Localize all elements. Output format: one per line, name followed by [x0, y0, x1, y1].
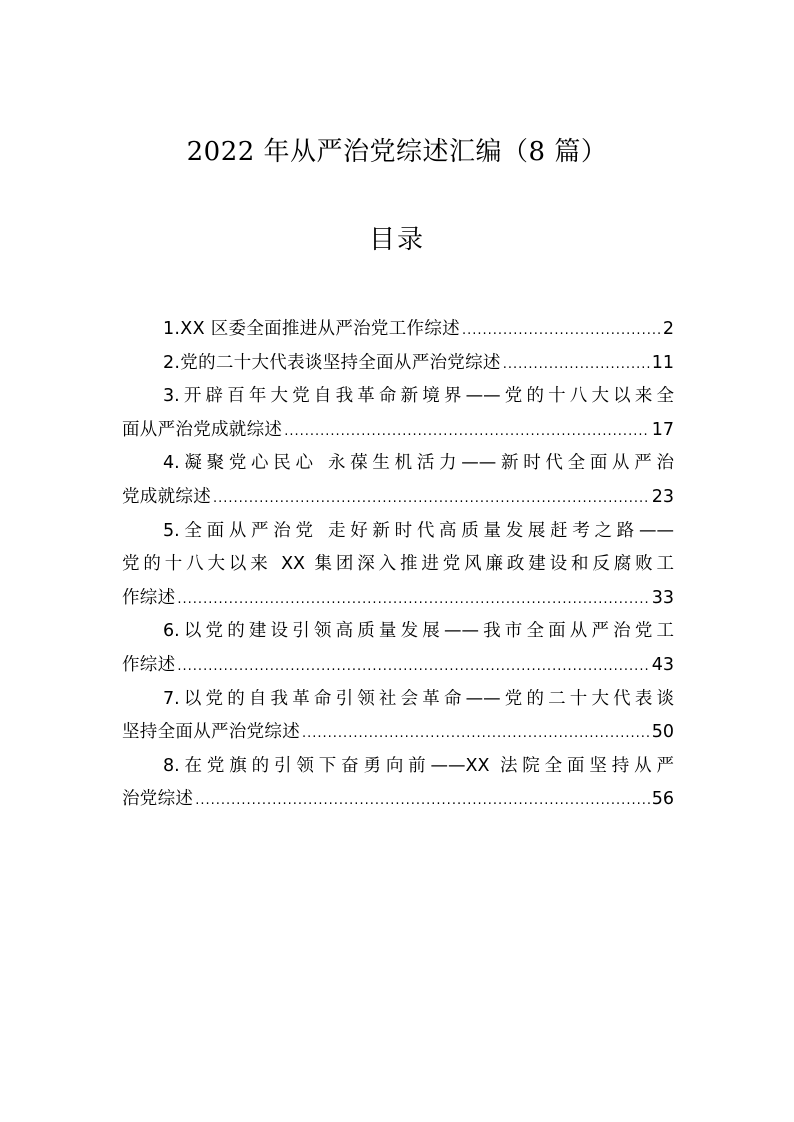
dot-leader: [284, 415, 650, 449]
toc-entry-title-continued: 党成就综述: [122, 486, 211, 507]
toc-entry-title: 7.以党的自我革命引领社会革命——党的二十大代表谈: [163, 688, 674, 709]
toc-page-number: 23: [651, 486, 674, 507]
toc-entry-1[interactable]: [122, 313, 674, 347]
table-of-contents: [122, 313, 674, 817]
dot-leader: [302, 717, 650, 751]
toc-page-number: 43: [651, 654, 674, 675]
toc-page-number: 11: [651, 352, 674, 373]
toc-entry-title: 5.全面从严治党 走好新时代高质量发展赶考之路——: [163, 520, 674, 541]
toc-entry-title: 1.XX 区委全面推进从严治党工作综述: [163, 319, 460, 339]
toc-entry-7[interactable]: [122, 683, 674, 750]
dot-leader: [462, 314, 661, 348]
dot-leader: [177, 650, 649, 684]
toc-entry-title-continued: 作综述: [122, 587, 176, 608]
toc-heading: 目录: [368, 225, 425, 255]
toc-page-number: 33: [651, 587, 674, 608]
toc-entry-title: 3.开辟百年大党自我革命新境界——党的十八大以来全: [163, 386, 674, 407]
toc-entry-title: 4.凝聚党心民心 永葆生机活力——新时代全面从严治: [163, 453, 674, 474]
toc-page-number: 2: [662, 319, 674, 339]
toc-entry-5[interactable]: [122, 515, 674, 616]
toc-entry-4[interactable]: [122, 447, 674, 514]
toc-entry-title-continued: 面从严治党成就综述: [122, 419, 283, 440]
dot-leader: [213, 482, 650, 516]
toc-entry-2[interactable]: [122, 347, 674, 381]
document-title: 2022 年从严治党综述汇编（8 篇）: [186, 137, 608, 167]
toc-entry-title-continued: 作综述: [122, 654, 176, 675]
toc-page-number: 56: [651, 789, 674, 810]
toc-page-number: 50: [651, 722, 674, 743]
dot-leader: [503, 348, 650, 382]
toc-entry-8[interactable]: [122, 750, 674, 817]
toc-entry-3[interactable]: [122, 380, 674, 447]
toc-entry-6[interactable]: [122, 615, 674, 682]
dot-leader: [177, 583, 649, 617]
toc-entry-title: 8.在党旗的引领下奋勇向前——XX 法院全面坚持从严: [163, 755, 674, 776]
toc-entry-title-continued: 坚持全面从严治党综述: [122, 722, 300, 743]
toc-entry-title-continued: 治党综述: [122, 789, 194, 810]
toc-page-number: 17: [651, 419, 674, 440]
toc-entry-title-continued: 党的十八大以来 XX 集团深入推进党风廉政建设和反腐败工: [122, 554, 674, 575]
toc-entry-title: 2.党的二十大代表谈坚持全面从严治党综述: [163, 352, 501, 373]
dot-leader: [195, 784, 650, 818]
toc-entry-title: 6.以党的建设引领高质量发展——我市全面从严治党工: [163, 621, 674, 642]
